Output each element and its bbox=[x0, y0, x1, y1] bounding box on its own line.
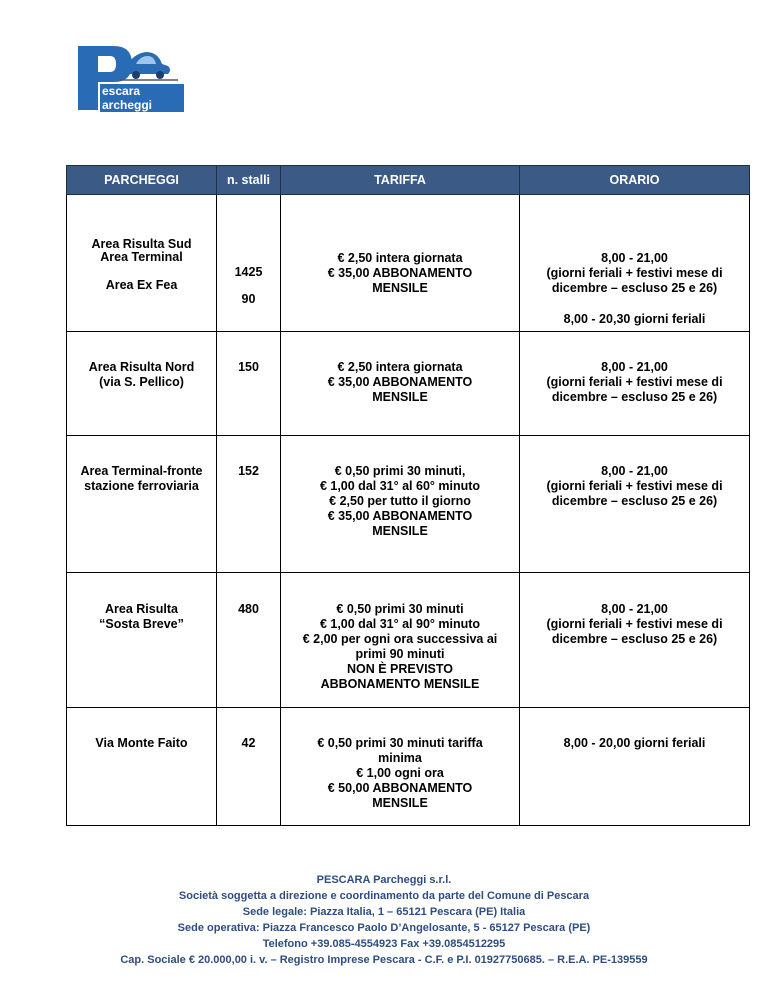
cell-parcheggi bbox=[67, 708, 217, 826]
tariffa-line: € 35,00 ABBONAMENTO bbox=[327, 375, 473, 389]
parking-name: Area Risulta Nord bbox=[88, 360, 195, 374]
parking-name: Via Monte Faito bbox=[95, 736, 188, 750]
tariffa-line: € 0,50 primi 30 minuti bbox=[336, 602, 464, 616]
stalli-count: 1425 bbox=[234, 265, 263, 279]
cell-tariffa bbox=[281, 436, 520, 573]
orario-line: 8,00 - 21,00 bbox=[601, 251, 668, 265]
cell-stalli bbox=[217, 708, 281, 826]
table-header-row bbox=[67, 166, 750, 195]
tariffa-line: € 2,00 per ogni ora successiva ai bbox=[302, 632, 498, 646]
tariffa-line: € 35,00 ABBONAMENTO bbox=[327, 266, 473, 280]
table-row bbox=[67, 332, 750, 436]
orario-line: dicembre – escluso 25 e 26) bbox=[551, 494, 718, 508]
parking-name: Area Terminal bbox=[100, 250, 183, 264]
cell-tariffa bbox=[281, 573, 520, 708]
table-row bbox=[67, 195, 750, 332]
cell-tariffa bbox=[281, 708, 520, 826]
orario-line: 8,00 - 20,00 giorni feriali bbox=[563, 736, 706, 750]
tariffa-line: NON È PREVISTO bbox=[346, 662, 454, 676]
stalli-count: 90 bbox=[241, 292, 256, 306]
table-row bbox=[67, 436, 750, 573]
logo-line2: archeggi bbox=[102, 98, 153, 112]
cell-parcheggi bbox=[67, 573, 217, 708]
parking-name: Area Risulta Sud bbox=[91, 237, 192, 251]
tariffa-line: € 2,50 intera giornata bbox=[337, 251, 463, 265]
orario-line: dicembre – escluso 25 e 26) bbox=[551, 632, 718, 646]
parking-name: Area Terminal-fronte bbox=[80, 464, 203, 478]
footer-line: Telefono +39.085-4554923 Fax +39.0854512295 bbox=[262, 938, 506, 950]
logo-line1: escara bbox=[102, 84, 141, 98]
table-row bbox=[67, 708, 750, 826]
orario-line: (giorni feriali + festivi mese di bbox=[546, 617, 723, 631]
tariffa-line: MENSILE bbox=[372, 281, 428, 295]
table-row bbox=[67, 573, 750, 708]
footer-line: Cap. Sociale € 20.000,00 i. v. – Registro Imprese Pescara - C.F. e P.I. 01927750685. – R.E.A. PE-139559 bbox=[120, 954, 648, 966]
header-stalli: n. stalli bbox=[217, 166, 281, 195]
cell-stalli bbox=[217, 436, 281, 573]
parking-name: Area Risulta bbox=[105, 602, 178, 616]
tariffa-line: MENSILE bbox=[372, 524, 428, 538]
parking-name: Area Ex Fea bbox=[105, 278, 178, 292]
stalli-count: 152 bbox=[238, 464, 259, 478]
cell-orario bbox=[520, 708, 750, 826]
orario-line: 8,00 - 21,00 bbox=[601, 360, 668, 374]
orario-line: (giorni feriali + festivi mese di bbox=[546, 266, 723, 280]
cell-stalli bbox=[217, 332, 281, 436]
tariffa-line: MENSILE bbox=[372, 390, 428, 404]
tariffa-line: MENSILE bbox=[372, 796, 428, 810]
tariffa-line: € 0,50 primi 30 minuti, bbox=[334, 464, 466, 478]
orario-line: 8,00 - 21,00 bbox=[601, 602, 668, 616]
footer-company-name: PESCARA Parcheggi s.r.l. bbox=[316, 874, 452, 886]
tariffa-line: € 50,00 ABBONAMENTO bbox=[327, 781, 473, 795]
orario-line: (giorni feriali + festivi mese di bbox=[546, 375, 723, 389]
tariffa-line: € 1,00 dal 31° al 90° minuto bbox=[319, 617, 481, 631]
orario-line: 8,00 - 20,30 giorni feriali bbox=[563, 312, 706, 326]
header-parcheggi: PARCHEGGI bbox=[67, 166, 217, 195]
cell-parcheggi bbox=[67, 195, 217, 332]
cell-orario bbox=[520, 195, 750, 332]
orario-line: (giorni feriali + festivi mese di bbox=[546, 479, 723, 493]
orario-line: 8,00 - 21,00 bbox=[601, 464, 668, 478]
cell-orario bbox=[520, 573, 750, 708]
logo-graphic bbox=[74, 42, 192, 116]
tariffa-line: primi 90 minuti bbox=[355, 647, 445, 661]
header-tariffa: TARIFFA bbox=[281, 166, 520, 195]
footer-line: Società soggetta a direzione e coordinamento da parte del Comune di Pescara bbox=[178, 890, 590, 902]
header-orario: ORARIO bbox=[520, 166, 750, 195]
cell-orario bbox=[520, 332, 750, 436]
stalli-count: 480 bbox=[238, 602, 259, 616]
tariffa-line: € 35,00 ABBONAMENTO bbox=[327, 509, 473, 523]
parking-name: stazione ferroviaria bbox=[84, 479, 199, 493]
cell-stalli bbox=[217, 573, 281, 708]
tariffa-line: ABBONAMENTO MENSILE bbox=[320, 677, 480, 691]
tariffa-line: € 1,00 dal 31° al 60° minuto bbox=[319, 479, 481, 493]
tariffa-line: € 0,50 primi 30 minuti tariffa bbox=[317, 736, 483, 750]
cell-orario bbox=[520, 436, 750, 573]
pescara-parcheggi-logo bbox=[74, 42, 192, 116]
cell-parcheggi bbox=[67, 332, 217, 436]
parking-name: “Sosta Breve” bbox=[99, 617, 184, 631]
cell-tariffa bbox=[281, 332, 520, 436]
tariffa-line: € 2,50 per tutto il giorno bbox=[329, 494, 471, 508]
parking-rates-table bbox=[66, 165, 750, 826]
stalli-count: 42 bbox=[241, 736, 256, 750]
stalli-count: 150 bbox=[238, 360, 259, 374]
orario-line: dicembre – escluso 25 e 26) bbox=[551, 390, 718, 404]
parking-name: (via S. Pellico) bbox=[99, 375, 184, 389]
footer-line: Sede legale: Piazza Italia, 1 – 65121 Pescara (PE) Italia bbox=[242, 906, 526, 918]
cell-stalli bbox=[217, 195, 281, 332]
cell-parcheggi bbox=[67, 436, 217, 573]
company-footer bbox=[0, 872, 768, 968]
tariffa-line: € 1,00 ogni ora bbox=[356, 766, 444, 780]
cell-tariffa bbox=[281, 195, 520, 332]
orario-line: dicembre – escluso 25 e 26) bbox=[551, 281, 718, 295]
tariffa-line: minima bbox=[378, 751, 422, 765]
footer-line: Sede operativa: Piazza Francesco Paolo D’Angelosante, 5 - 65127 Pescara (PE) bbox=[177, 922, 591, 934]
tariffa-line: € 2,50 intera giornata bbox=[337, 360, 463, 374]
